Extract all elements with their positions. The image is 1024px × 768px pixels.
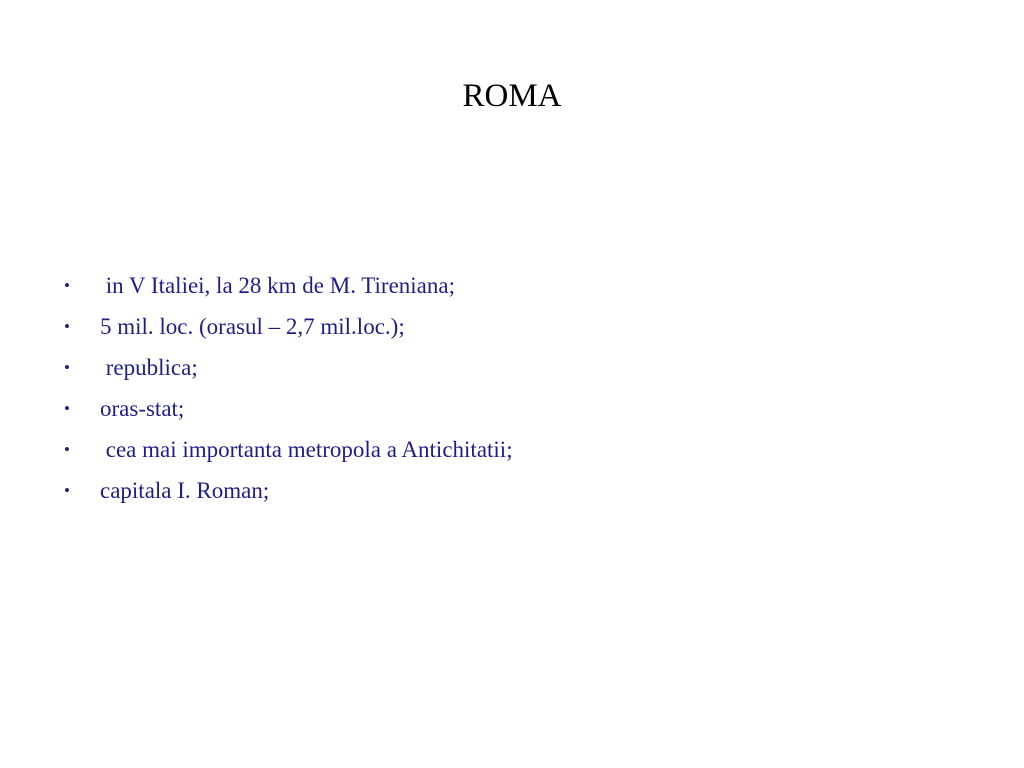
bullet-text: oras-stat; xyxy=(100,396,185,421)
bullet-item xyxy=(60,265,960,306)
bullet-item xyxy=(60,429,960,470)
bullet-text: republica; xyxy=(100,355,198,380)
bullet-dot-icon: • xyxy=(64,317,70,336)
bullet-dot-icon: • xyxy=(64,440,70,459)
bullet-dot-icon: • xyxy=(64,481,70,500)
bullet-list xyxy=(60,265,960,511)
bullet-item xyxy=(60,388,960,429)
bullet-item xyxy=(60,306,960,347)
bullet-text: in V Italiei, la 28 km de M. Tireniana; xyxy=(100,273,455,298)
bullet-dot-icon: • xyxy=(64,358,70,377)
slide-title: ROMA xyxy=(462,78,562,114)
bullet-text: cea mai importanta metropola a Antichitatii; xyxy=(100,437,513,462)
bullet-dot-icon: • xyxy=(64,399,70,418)
bullet-text: capitala I. Roman; xyxy=(100,478,270,503)
bullet-dot-icon: • xyxy=(64,276,70,295)
bullet-text: 5 mil. loc. (orasul – 2,7 mil.loc.); xyxy=(100,314,405,339)
bullet-item xyxy=(60,470,960,511)
bullet-item xyxy=(60,347,960,388)
